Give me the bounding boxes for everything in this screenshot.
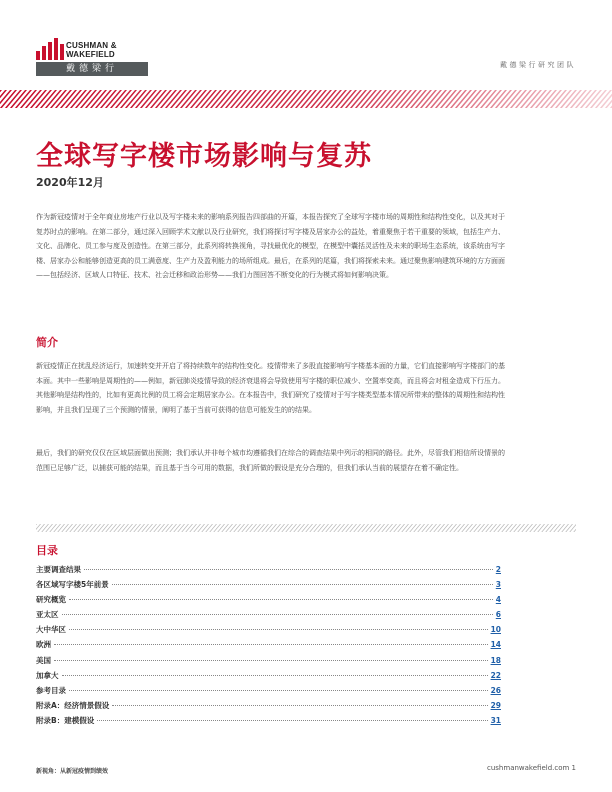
toc-leader-dots — [112, 705, 487, 706]
toc-page-link[interactable]: 2 — [495, 565, 501, 574]
toc-entry[interactable] — [36, 655, 501, 670]
toc-entry-label[interactable]: 主要调查结果 — [36, 565, 81, 574]
toc-page-link[interactable]: 14 — [490, 640, 501, 650]
toc-entry-label[interactable]: 附录B：建模假设 — [36, 715, 95, 725]
toc-page-link[interactable]: 31 — [490, 715, 501, 725]
toc-page-link[interactable]: 29 — [490, 700, 501, 710]
company-logo — [36, 36, 148, 80]
footer-series-title: 新视角：从新冠疫情到绩效 — [36, 768, 109, 775]
toc-leader-dots — [62, 614, 493, 615]
table-of-contents — [36, 564, 501, 730]
toc-entry[interactable] — [36, 700, 501, 715]
toc-leader-dots — [84, 569, 493, 570]
logo-line-2: WAKEFIELD — [66, 50, 115, 59]
toc-leader-dots — [69, 690, 488, 691]
toc-page-link[interactable]: 3 — [495, 580, 501, 590]
diagonal-stripes-banner — [0, 90, 612, 108]
toc-entry-label[interactable]: 欧洲 — [36, 640, 51, 650]
toc-leader-dots — [69, 629, 488, 630]
toc-entry-label[interactable]: 附录A：经济情景假设 — [36, 700, 110, 710]
toc-page-link[interactable]: 6 — [495, 610, 501, 620]
toc-entry[interactable] — [36, 579, 501, 594]
section-heading-brief: 简介 — [36, 336, 58, 349]
toc-page-link[interactable]: 4 — [495, 595, 501, 605]
logo-bars-icon — [36, 38, 64, 60]
toc-entry-label[interactable]: 参考目录 — [36, 685, 66, 695]
logo-text-cn: 戴德梁行 — [36, 62, 148, 76]
hatched-divider — [36, 524, 576, 532]
toc-entry[interactable] — [36, 715, 501, 730]
toc-entry-label[interactable]: 各区域写字楼5年前景 — [36, 580, 109, 590]
toc-page-link[interactable]: 10 — [490, 625, 501, 635]
toc-entry[interactable] — [36, 564, 501, 579]
toc-leader-dots — [54, 644, 488, 645]
brief-paragraph-2: 最后，我们的研究仅仅在区域层面做出预测；我们承认并非每个城市均遵循我们在综合的调查结果中列示的相同的路径。此外，尽管我们相信所设情景的范围已足够广泛，以捕获可能的结果，而且基于当今可用的数据，我们所做的假设是充分合理的，但我们承认当前的展望存在着不确定性。 — [36, 449, 505, 472]
toc-page-link[interactable]: 22 — [490, 670, 501, 680]
research-team-label: 戴德梁行研究团队 — [500, 61, 576, 69]
toc-leader-dots — [112, 584, 493, 585]
toc-entry[interactable] — [36, 670, 501, 685]
toc-entry-label[interactable]: 亚太区 — [36, 610, 59, 620]
intro-paragraph: 作为新冠疫情对于全年商业房地产行业以及写字楼未来的影响系列报告四部曲的开篇，本报告探究了全球写字楼市场的周期性和结构性变化，以及其对于复苏时点的影响。在第二部分，通过深入回顾学术文献以及行业研究，我们将探讨写字楼及居家办公的益处，着重聚焦于若干重要的领域，包括生产力、文化、品牌化、员工参与度及创造性。在第三部分，此系列将转换视角，寻找最优化的模型，在模型中囊括灵活性及未来的职场生态系统，该系统由写字楼、居家办公和能够创造更高的员工满意度、生产力及盈利能力的场所组成。最后，在系列的尾篇，我们将探索未来。通过聚焦影响建筑环境的方方面面——包括经济、区域人口特征、技术、社会迁移和政治形势——我们力图回答不断变化的行为模式将如何影响决策。 — [36, 213, 505, 280]
logo-line-1: CUSHMAN & — [66, 41, 117, 50]
footer-site-page: cushmanwakefield.com 1 — [487, 764, 576, 772]
toc-leader-dots — [97, 720, 487, 721]
toc-leader-dots — [54, 660, 488, 661]
toc-entry[interactable] — [36, 624, 501, 639]
logo-text-en — [66, 41, 117, 59]
toc-entry-label[interactable]: 美国 — [36, 655, 51, 665]
toc-entry[interactable] — [36, 639, 501, 654]
page-title: 全球写字楼市场影响与复苏 — [36, 141, 372, 172]
toc-leader-dots — [62, 675, 488, 676]
toc-page-link[interactable]: 26 — [490, 685, 501, 695]
toc-leader-dots — [69, 599, 493, 600]
brief-paragraph-1: 新冠疫情正在扰乱经济运行，加速转变并开启了将持续数年的结构性变化。疫情带来了多股直接影响写字楼基本面的力量，它们直接影响写字楼部门的基本面。其中一些影响是周期性的——例如，新冠肺炎疫情导致的经济衰退将会导致使用写字楼的职位减少、空置率变高，而且将会对租金造成下行压力。其他影响是结构性的，比如有更高比例的员工将会定期居家办公。在本报告中，我们研究了疫情对于写字楼类型基本情况所带来的整体的周期性和结构性影响，并且我们呈现了三个预测的情景，阐明了基于当前可获得的信息可能发生的的结果。 — [36, 362, 505, 414]
toc-entry-label[interactable]: 大中华区 — [36, 625, 66, 635]
toc-entry[interactable] — [36, 685, 501, 700]
toc-entry-label[interactable]: 加拿大 — [36, 670, 59, 680]
section-heading-toc: 目录 — [36, 544, 58, 557]
toc-entry-label[interactable]: 研究概览 — [36, 595, 66, 605]
report-date: 2020年12月 — [36, 176, 104, 189]
toc-entry[interactable] — [36, 609, 501, 624]
toc-entry[interactable] — [36, 594, 501, 609]
toc-page-link[interactable]: 18 — [490, 655, 501, 665]
